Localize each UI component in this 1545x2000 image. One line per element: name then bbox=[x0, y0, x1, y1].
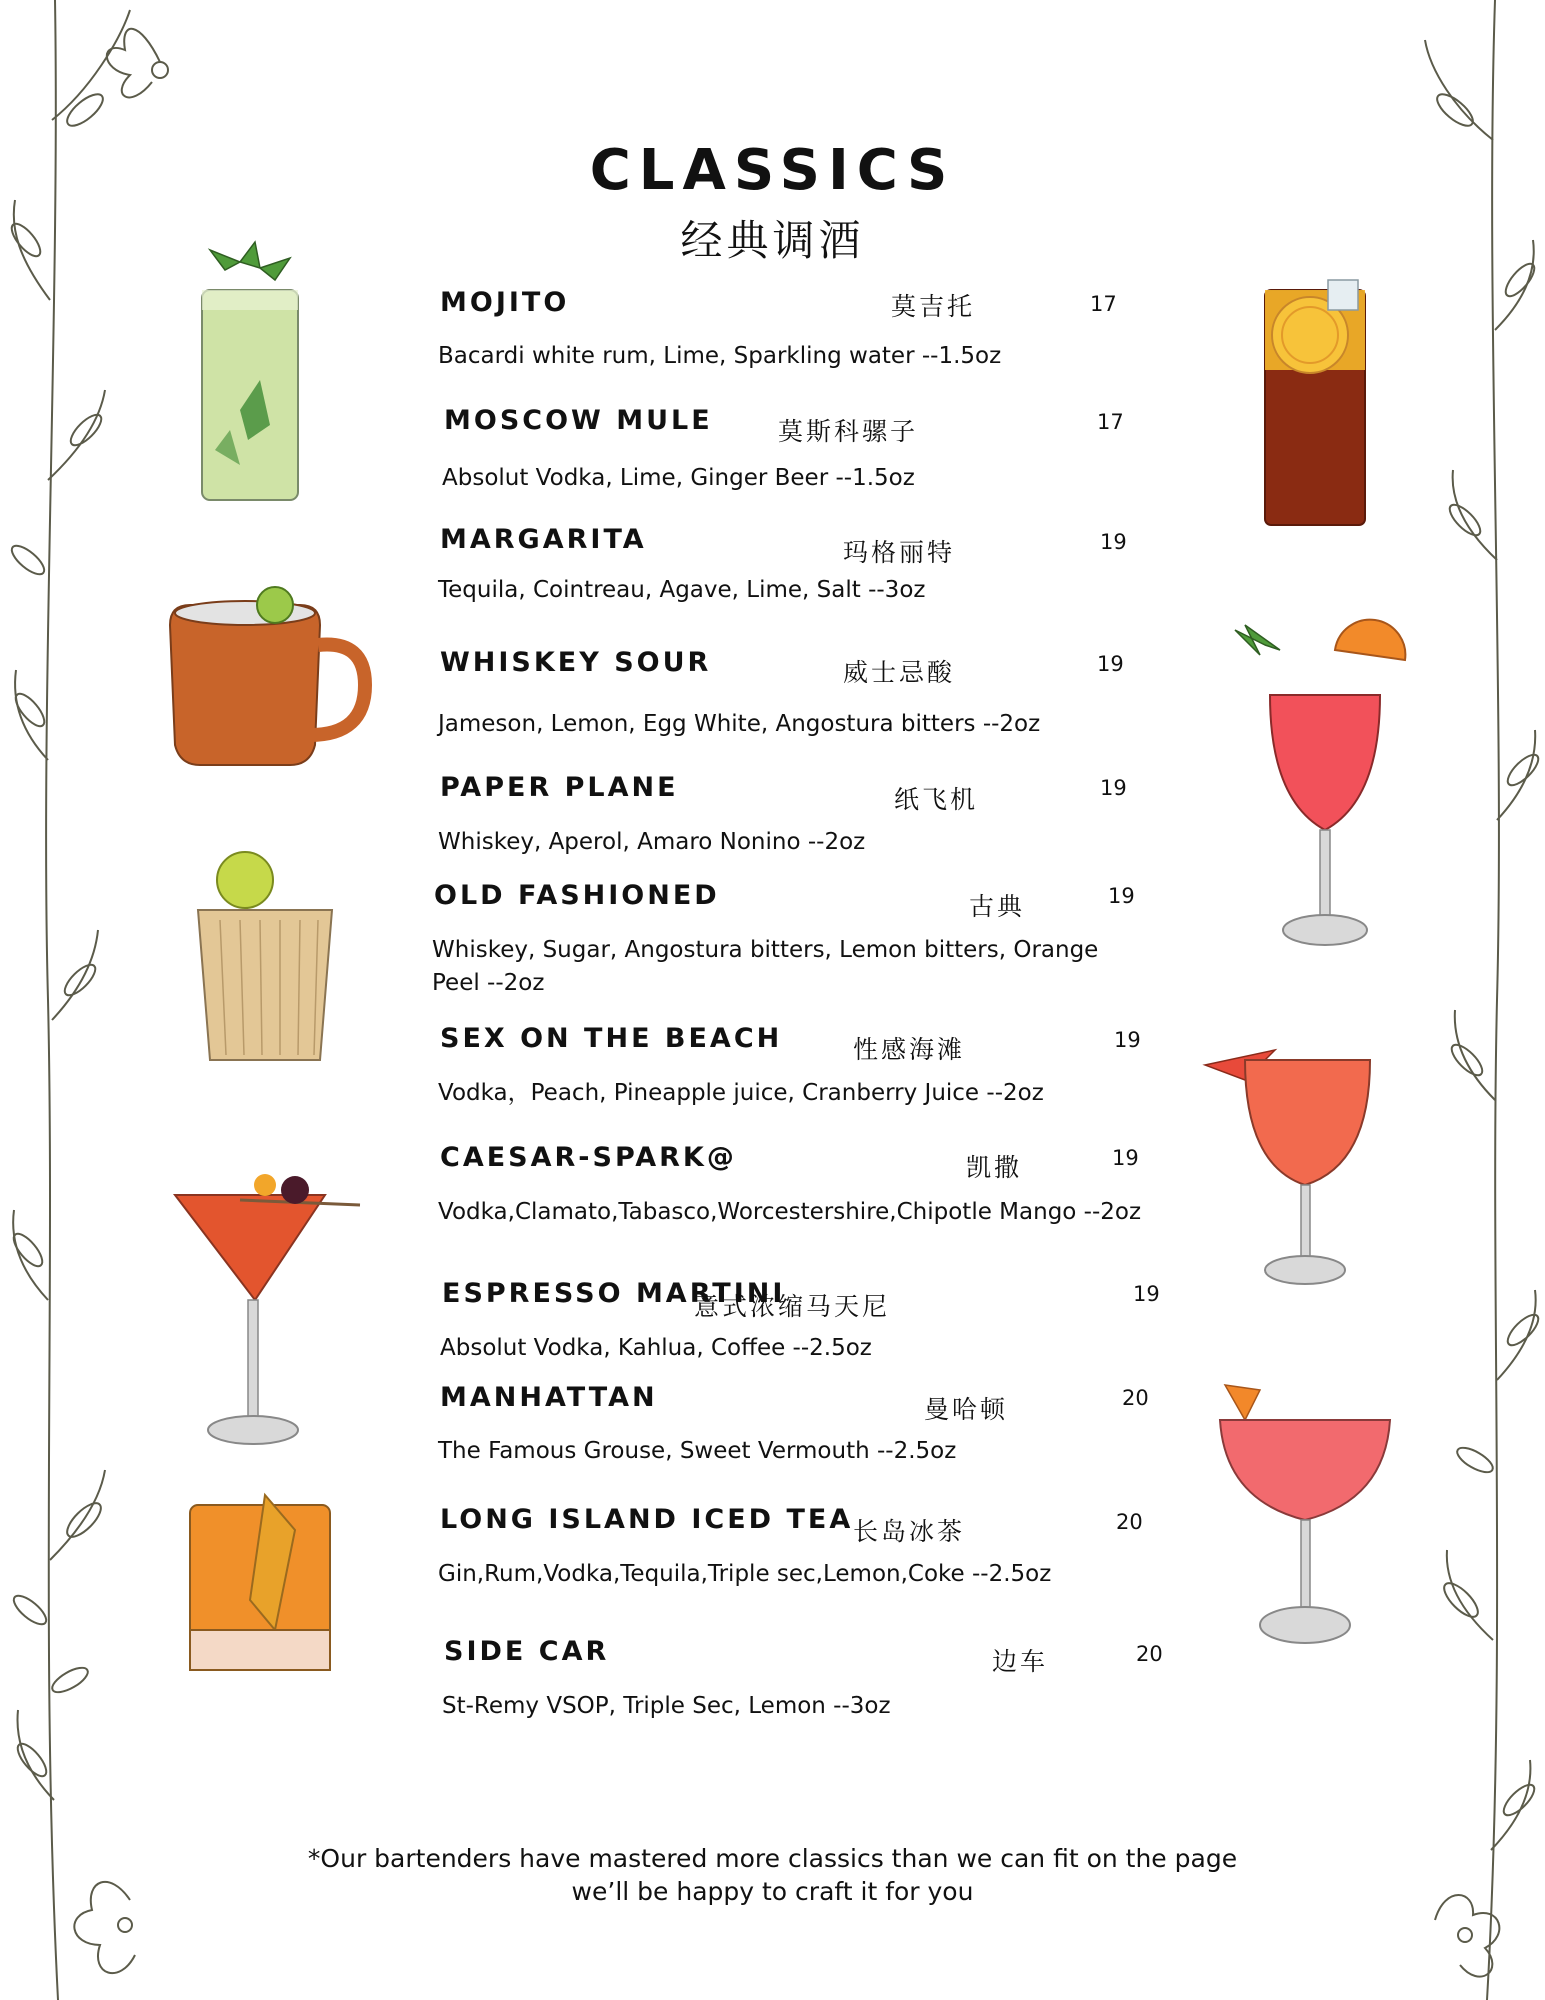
menu-item-name: MOJITO bbox=[440, 287, 570, 318]
left-floral-vine bbox=[0, 0, 130, 2000]
menu-item-description: Vodka,Clamato,Tabasco,Worcestershire,Chipotle Mango --2oz bbox=[438, 1199, 1142, 1225]
menu-item-name: WHISKEY SOUR bbox=[440, 647, 712, 678]
menu-item-description: Vodka，Peach, Pineapple juice, Cranberry Juice --2oz bbox=[438, 1080, 1044, 1106]
menu-item-price: 19 bbox=[1100, 530, 1127, 554]
menu-item-description: Whiskey, Aperol, Amaro Nonino --2oz bbox=[438, 829, 866, 855]
rocks-glass-illustration bbox=[185, 1490, 335, 1675]
page-title: CLASSICS bbox=[589, 138, 956, 203]
menu-item-price: 20 bbox=[1136, 1642, 1163, 1666]
right-floral-vine bbox=[1415, 0, 1545, 2000]
menu-item-chinese-name: 曼哈顿 bbox=[923, 1395, 1008, 1424]
menu-item-description: Tequila, Cointreau, Agave, Lime, Salt --3oz bbox=[438, 577, 926, 603]
menu-item-description: Bacardi white rum, Lime, Sparkling water --1.5oz bbox=[438, 343, 1002, 369]
menu-item-name: OLD FASHIONED bbox=[434, 880, 720, 911]
menu-item-chinese-name: 威士忌酸 bbox=[842, 658, 955, 687]
old-fashioned-glass-illustration bbox=[190, 850, 340, 1070]
coupe-glass-illustration bbox=[1215, 1380, 1400, 1655]
mojito-glass-illustration bbox=[180, 250, 320, 510]
menu-item-chinese-name: 纸飞机 bbox=[893, 785, 978, 814]
menu-item-price: 17 bbox=[1090, 292, 1117, 316]
menu-item-name: MARGARITA bbox=[440, 524, 647, 555]
menu-item-chinese-name: 凯撒 bbox=[965, 1153, 1022, 1182]
menu-item-description: Absolut Vodka, Kahlua, Coffee --2.5oz bbox=[440, 1335, 872, 1361]
menu-item-price: 19 bbox=[1108, 884, 1135, 908]
menu-item-name: ESPRESSO MARTINI bbox=[442, 1278, 786, 1309]
menu-item-name: PAPER PLANE bbox=[440, 772, 679, 803]
menu-item-chinese-name: 玛格丽特 bbox=[842, 538, 955, 567]
menu-item-price: 17 bbox=[1097, 410, 1124, 434]
menu-item-description: Gin,Rum,Vodka,Tequila,Triple sec,Lemon,Coke --2.5oz bbox=[438, 1561, 1052, 1587]
menu-item-chinese-name: 意式浓缩马天尼 bbox=[693, 1292, 890, 1321]
menu-item-chinese-name: 性感海滩 bbox=[852, 1035, 965, 1064]
footnote bbox=[0, 1842, 1545, 1908]
menu-item-description: The Famous Grouse, Sweet Vermouth --2.5oz bbox=[438, 1438, 957, 1464]
menu-item-chinese-name: 莫斯科骡子 bbox=[777, 417, 918, 446]
menu-item-name: LONG ISLAND ICED TEA bbox=[440, 1504, 854, 1535]
menu-item-price: 19 bbox=[1112, 1146, 1139, 1170]
menu-item-name: CAESAR-SPARK@ bbox=[440, 1142, 737, 1173]
menu-item-price: 20 bbox=[1122, 1386, 1149, 1410]
menu-item-description: St-Remy VSOP, Triple Sec, Lemon --3oz bbox=[442, 1693, 891, 1719]
menu-item-chinese-name: 古典 bbox=[968, 892, 1025, 921]
menu-item-chinese-name: 边车 bbox=[991, 1647, 1048, 1676]
menu-item-description: Whiskey, Sugar, Angostura bitters, Lemon bitters, Orange Peel --2oz bbox=[432, 937, 1099, 996]
footnote-line-1: *Our bartenders have mastered more classics than we can fit on the page bbox=[307, 1844, 1238, 1873]
menu-item-price: 19 bbox=[1100, 776, 1127, 800]
martini-glass-illustration bbox=[170, 1160, 370, 1460]
page-subtitle-chinese: 经典调酒 bbox=[680, 216, 865, 265]
menu-item-description: Jameson, Lemon, Egg White, Angostura bitters --2oz bbox=[438, 711, 1041, 737]
spritz-wine-glass-illustration bbox=[1205, 620, 1425, 960]
menu-item-price: 19 bbox=[1097, 652, 1124, 676]
menu-item-chinese-name: 莫吉托 bbox=[890, 292, 975, 321]
menu-item-description: Absolut Vodka, Lime, Ginger Beer --1.5oz bbox=[442, 465, 915, 491]
menu-item-name: MANHATTAN bbox=[440, 1382, 658, 1413]
tall-iced-drink-illustration bbox=[1260, 280, 1375, 530]
menu-item-name: SIDE CAR bbox=[444, 1636, 610, 1667]
menu-item-price: 19 bbox=[1114, 1028, 1141, 1052]
menu-item-price: 19 bbox=[1133, 1282, 1160, 1306]
paper-plane-coupe-illustration bbox=[1205, 1035, 1380, 1295]
footnote-line-2: we’ll be happy to craft it for you bbox=[571, 1877, 974, 1906]
menu-item-name: MOSCOW MULE bbox=[444, 405, 713, 436]
moscow-mule-mug-illustration bbox=[160, 585, 370, 775]
menu-item-name: SEX ON THE BEACH bbox=[440, 1023, 783, 1054]
menu-item-price: 20 bbox=[1116, 1510, 1143, 1534]
menu-item-chinese-name: 长岛冰茶 bbox=[852, 1517, 965, 1546]
